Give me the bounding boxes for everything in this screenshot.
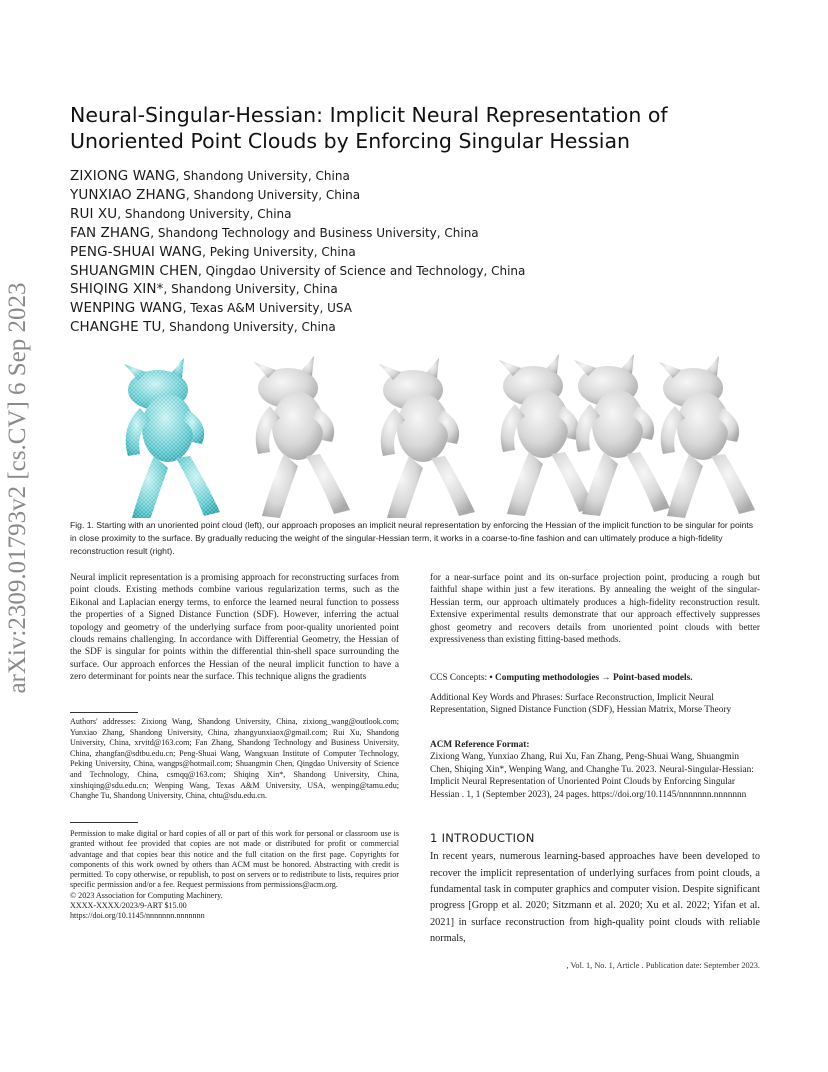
author-3: RUI XU, Shandong University, China — [70, 205, 292, 222]
author-8: WENPING WANG, Texas A&M University, USA — [70, 300, 352, 317]
abstract-right: for a near-surface point and its on-surface projection point, producing a rough but faithful shape within just a few iterations. By annealing the weight of the singular-Hessian term, our approach ultimately produces a high-fidelity reconstruction result. Extensive experimental results demonstrate that our approach effectively suppresses ghost geometry and recovers details from unoriented point clouds with better expressiveness than existing fitting-based methods. — [430, 573, 760, 646]
acm-ref-text: Zixiong Wang, Yunxiao Zhang, Rui Xu, Fan Zhang, Peng-Shuai Wang, Shuangmin Chen, Shiqing Xin*, Wenping Wang, and Changhe Tu. 2023. Neural-Singular-Hessian: Implicit Neural Representation of Unoriented Point Clouds by Enforcing Singular Hessian . 1, 1 (September 2023), 24 pages. https://doi.org/10.1145/nnnnnnn.nnnnnnn — [430, 752, 754, 800]
author-5: PENG-SHUAI WANG, Peking University, China — [70, 243, 356, 260]
authors-addresses: Authors' addresses: Zixiong Wang, Shandong University, China, zixiong_wang@outlook.com; Yunxiao Zhang, Shandong University, China, zhangyunxiaox@gmail.com; Rui Xu, Shandong University, China, xrvitd@163.com; Fan Zhang, Shandong Technology and Business University, China, zhangfan@sdtbu.edu.cn; Peng-Shuai Wang, Wangxuan Institute of Computer Technology, Peking University, China, wangps@hotmail.com; Shuangmin Chen, Qingdao University of Science and Technology, China, csmqq@163.com; Shiqing Xin*, Shandong University, China, xinshiqing@sdu.edu.cn; Wenping Wang, Texas A&M University, USA, wenping@tamu.edu; Changhe Tu, Shandong University, China, chtu@sdu.edu.cn. — [70, 717, 399, 801]
author-2: YUNXIAO ZHANG, Shandong University, China — [70, 186, 361, 203]
arxiv-stamp: arXiv:2309.01793v2 [cs.CV] 6 Sep 2023 — [4, 282, 31, 694]
reconstruction-stage-2 — [379, 358, 475, 518]
doi-link[interactable]: https://doi.org/10.1145/nnnnnnn.nnnnnnn — [70, 911, 205, 921]
footnote-rule-1 — [70, 712, 138, 713]
page-footer: , Vol. 1, No. 1, Article . Publication date: September 2023. — [566, 961, 760, 970]
teaser-figure — [100, 350, 760, 518]
reconstruction-final — [659, 356, 755, 518]
introduction-section — [430, 832, 760, 947]
intro-text: In recent years, numerous learning-based approaches have been developed to recover the implicit representation of underlying surfaces from point clouds, a fundamental task in computer graphics and computer vision. Despite significant progress [Gropp et al. 2020; Sitzmann et al. 2020; Xu et al. 2022; Yifan et al. 2021] in surface reconstruction from high-quality point clouds with reliable normals, — [430, 851, 760, 944]
keywords: Additional Key Words and Phrases: Surface Reconstruction, Implicit Neural Representation, Signed Distance Function (SDF), Hessian Matrix, Morse Theory — [430, 693, 732, 716]
ccs-concepts: CCS Concepts: • Computing methodologies → Point-based models. — [430, 673, 693, 683]
author-1: ZIXIONG WANG, Shandong University, China — [70, 168, 350, 184]
figure-caption: Fig. 1. Starting with an unoriented point cloud (left), our approach proposes an implicit neural representation by enforcing the Hessian of the implicit function to be singular for points in close proximity to the surface. By gradually reducing the weight of the singular-Hessian term, it works in a coarse-to-fine fashion and can ultimately produce a high-fidelity reconstruction result (right). — [70, 520, 754, 556]
author-list — [70, 167, 770, 337]
footnote-rule-2 — [70, 822, 138, 823]
author-6: SHUANGMIN CHEN, Qingdao University of Science and Technology, China — [70, 262, 526, 279]
author-9: CHANGHE TU, Shandong University, China — [70, 319, 336, 336]
copyright-line: © 2023 Association for Computing Machinery. — [70, 890, 223, 900]
author-4: FAN ZHANG, Shandong Technology and Business University, China — [70, 224, 479, 241]
point-cloud-input — [124, 358, 220, 518]
intro-heading: 1 INTRODUCTION — [430, 831, 535, 845]
reconstruction-stage-4 — [574, 354, 670, 516]
acm-reference — [430, 739, 760, 801]
paper-title: Neural-Singular-Hessian: Implicit Neural Representation of Unoriented Point Clouds by Enforcing Singular Hessian — [70, 103, 668, 153]
abstract-left: Neural implicit representation is a promising approach for reconstructing surfaces from point clouds. Existing methods combine various regularization terms, such as the Eikonal and Laplacian energy terms, to enforce the learned neural function to possess the properties of a Signed Distance Function (SDF). However, inferring the actual topology and geometry of the underlying surface from poor-quality unoriented point clouds remains challenging. In accordance with Differential Geometry, the Hessian of the SDF is singular for points within the differential thin-shell space surrounding the surface. Our approach enforces the Hessian of the neural implicit function to have a zero determinant for points near the surface. This technique aligns the gradients — [70, 573, 399, 683]
permission-block — [70, 829, 399, 922]
author-7: SHIQING XIN*, Shandong University, China — [70, 281, 338, 298]
permission-text: Permission to make digital or hard copies of all or part of this work for personal or classroom use is granted without fee provided that copies are not made or distributed for profit or commercial advantage and that copies bear this notice and the full citation on the first page. Copyrights for components of this work owned by others than ACM must be honored. Abstracting with credit is permitted. To copy otherwise, or republish, to post on servers or to redistribute to lists, requires prior specific permission and/or a fee. Request permissions from permissions@acm.org. — [70, 829, 399, 890]
acm-ref-heading: ACM Reference Format: — [430, 740, 530, 750]
issn-line: XXXX-XXXX/2023/9-ART $15.00 — [70, 901, 187, 911]
reconstruction-stage-1 — [254, 356, 350, 518]
